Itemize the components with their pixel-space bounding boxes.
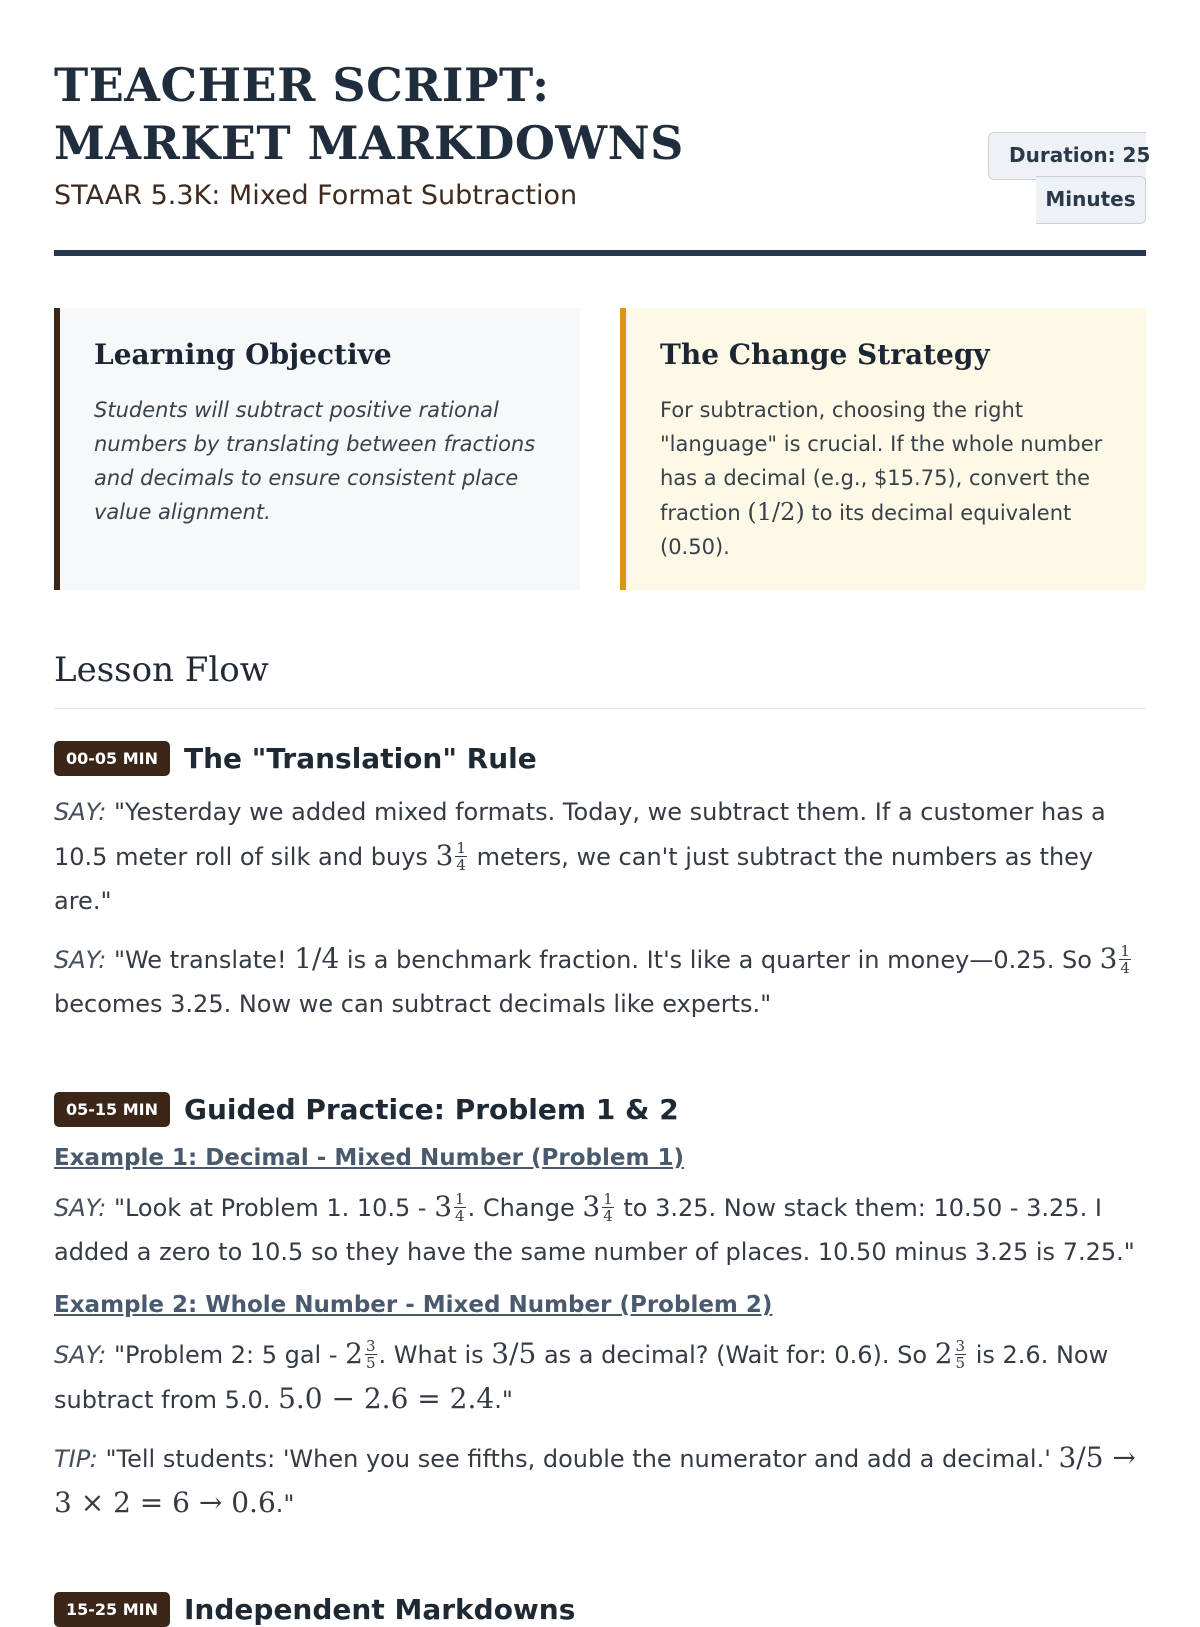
fraction-denominator: 4 — [1120, 958, 1130, 977]
time-badge: 00-05 MIN — [54, 741, 170, 776]
header-divider — [54, 250, 1146, 256]
page-subtitle: STAAR 5.3K: Mixed Format Subtraction — [54, 180, 578, 211]
page-header — [54, 0, 1151, 256]
math-expression: 5.0 − 2.6 = 2.4 — [278, 1382, 495, 1415]
fraction-numerator: 1 — [455, 1189, 465, 1208]
fraction-numerator: 3 — [365, 1336, 376, 1355]
fraction — [365, 1338, 377, 1371]
mixed-number-whole: 2 — [934, 1337, 953, 1370]
page-title: TEACHER SCRIPT: MARKET MARKDOWNS — [54, 58, 684, 170]
script-text: meters, we can't just subtract the numbers as they are." — [54, 843, 1094, 915]
fraction — [454, 1191, 466, 1224]
fraction — [1119, 943, 1131, 976]
math-expression: 1/4 — [294, 942, 340, 975]
script-text: . Change — [467, 1194, 583, 1222]
time-badge: 15-25 MIN — [54, 1592, 170, 1627]
example-1-heading[interactable]: Example 1: Decimal - Mixed Number (Problem 1) — [54, 1145, 684, 1171]
fraction — [955, 1338, 967, 1371]
duration-unit: Minutes — [1036, 176, 1146, 224]
script-text: is a benchmark fraction. It's like a quarter in money—0.25. So — [339, 946, 1100, 974]
spacer — [54, 1526, 1146, 1560]
change-strategy-title: The Change Strategy — [660, 338, 990, 371]
duration-badge — [988, 132, 1151, 224]
step-title: The "Translation" Rule — [184, 742, 537, 775]
script-text: "Look at Problem 1. 10.5 - — [106, 1194, 435, 1222]
mixed-number-whole: 2 — [345, 1337, 363, 1370]
learning-objective-card — [54, 308, 580, 590]
learning-objective-title: Learning Objective — [94, 338, 392, 371]
say-label: SAY: — [54, 1341, 107, 1369]
script-text: ." — [494, 1386, 513, 1414]
fraction-denominator: 5 — [365, 1353, 376, 1372]
step-header — [54, 1092, 1146, 1127]
step-header — [54, 741, 1146, 776]
script-text: "Yesterday we added mixed formats. Today, we subtract them. If a customer has a 10.5 meter roll of silk and buys — [54, 798, 1106, 871]
strategy-fraction: (1/2) — [747, 498, 805, 526]
step-title: Guided Practice: Problem 1 & 2 — [184, 1093, 679, 1126]
time-badge: 05-15 MIN — [54, 1092, 170, 1127]
script-text: is 2.6. Now subtract from 5.0. — [54, 1341, 1109, 1414]
script-text: becomes 3.25. Now we can subtract decimals like experts." — [54, 990, 772, 1018]
math-expression: 3/5 → 3 × 2 = 6 → 0.6 — [54, 1441, 1136, 1519]
math-expression: 3/5 — [491, 1337, 537, 1370]
script-text: ." — [275, 1490, 295, 1518]
fraction-denominator: 4 — [456, 855, 466, 874]
example-2-heading[interactable]: Example 2: Whole Number - Mixed Number (Problem 2) — [54, 1292, 773, 1318]
learning-objective-text: Students will subtract positive rational numbers by translating between fractions and decimals to ensure consistent place value alignment. — [94, 398, 536, 524]
script-paragraph — [54, 790, 1146, 923]
say-label: SAY: — [54, 1194, 107, 1222]
fraction — [455, 840, 467, 873]
script-text: "We translate! — [106, 946, 295, 974]
mixed-number-whole: 3 — [434, 1190, 453, 1223]
script-text: . What is — [378, 1341, 492, 1369]
script-paragraph — [54, 1332, 1146, 1422]
fraction-numerator: 1 — [603, 1189, 613, 1208]
mixed-number-whole: 3 — [582, 1190, 601, 1223]
script-text: to 3.25. Now stack them: 10.50 - 3.25. I added a zero to 10.5 so they have the same number of places. 10.50 minus 3.25 is 7.25." — [54, 1194, 1135, 1266]
fraction-denominator: 4 — [455, 1206, 465, 1225]
change-strategy-card — [620, 308, 1146, 590]
script-text: "Problem 2: 5 gal - — [106, 1341, 346, 1369]
fraction-denominator: 4 — [603, 1206, 613, 1225]
tip-paragraph — [54, 1436, 1146, 1526]
fraction — [602, 1191, 614, 1224]
mixed-number-whole: 3 — [1099, 942, 1118, 975]
lesson-flow-title: Lesson Flow — [54, 650, 269, 690]
fraction-numerator: 1 — [1120, 941, 1130, 960]
fraction-numerator: 1 — [456, 838, 466, 857]
spacer — [54, 1026, 1146, 1060]
change-strategy-text — [660, 393, 1116, 564]
script-paragraph — [54, 1185, 1146, 1274]
mixed-number-whole: 3 — [435, 839, 454, 872]
script-text: as a decimal? (Wait for: 0.6). So — [536, 1341, 935, 1369]
step-header — [54, 1592, 1146, 1627]
info-cards — [54, 308, 1146, 590]
script-text: "Tell students: 'When you see fifths, double the numerator and add a decimal.' — [97, 1445, 1059, 1473]
duration-label: Duration: 25 — [988, 132, 1146, 180]
fraction-numerator: 3 — [955, 1336, 966, 1355]
strategy-text-part: For subtraction, choosing the right "language" is crucial. If the whole number has a decimal (e.g., $15.75), convert the fraction — [660, 398, 1103, 525]
tip-label: TIP: — [54, 1445, 98, 1473]
strategy-text-part: to its decimal equivalent (0.50). — [660, 501, 1072, 559]
script-paragraph — [54, 937, 1146, 1026]
fraction-denominator: 5 — [955, 1353, 966, 1372]
step-title: Independent Markdowns — [184, 1593, 576, 1626]
lesson-flow-divider — [54, 708, 1146, 709]
say-label: SAY: — [54, 946, 107, 974]
say-label: SAY: — [54, 798, 107, 826]
